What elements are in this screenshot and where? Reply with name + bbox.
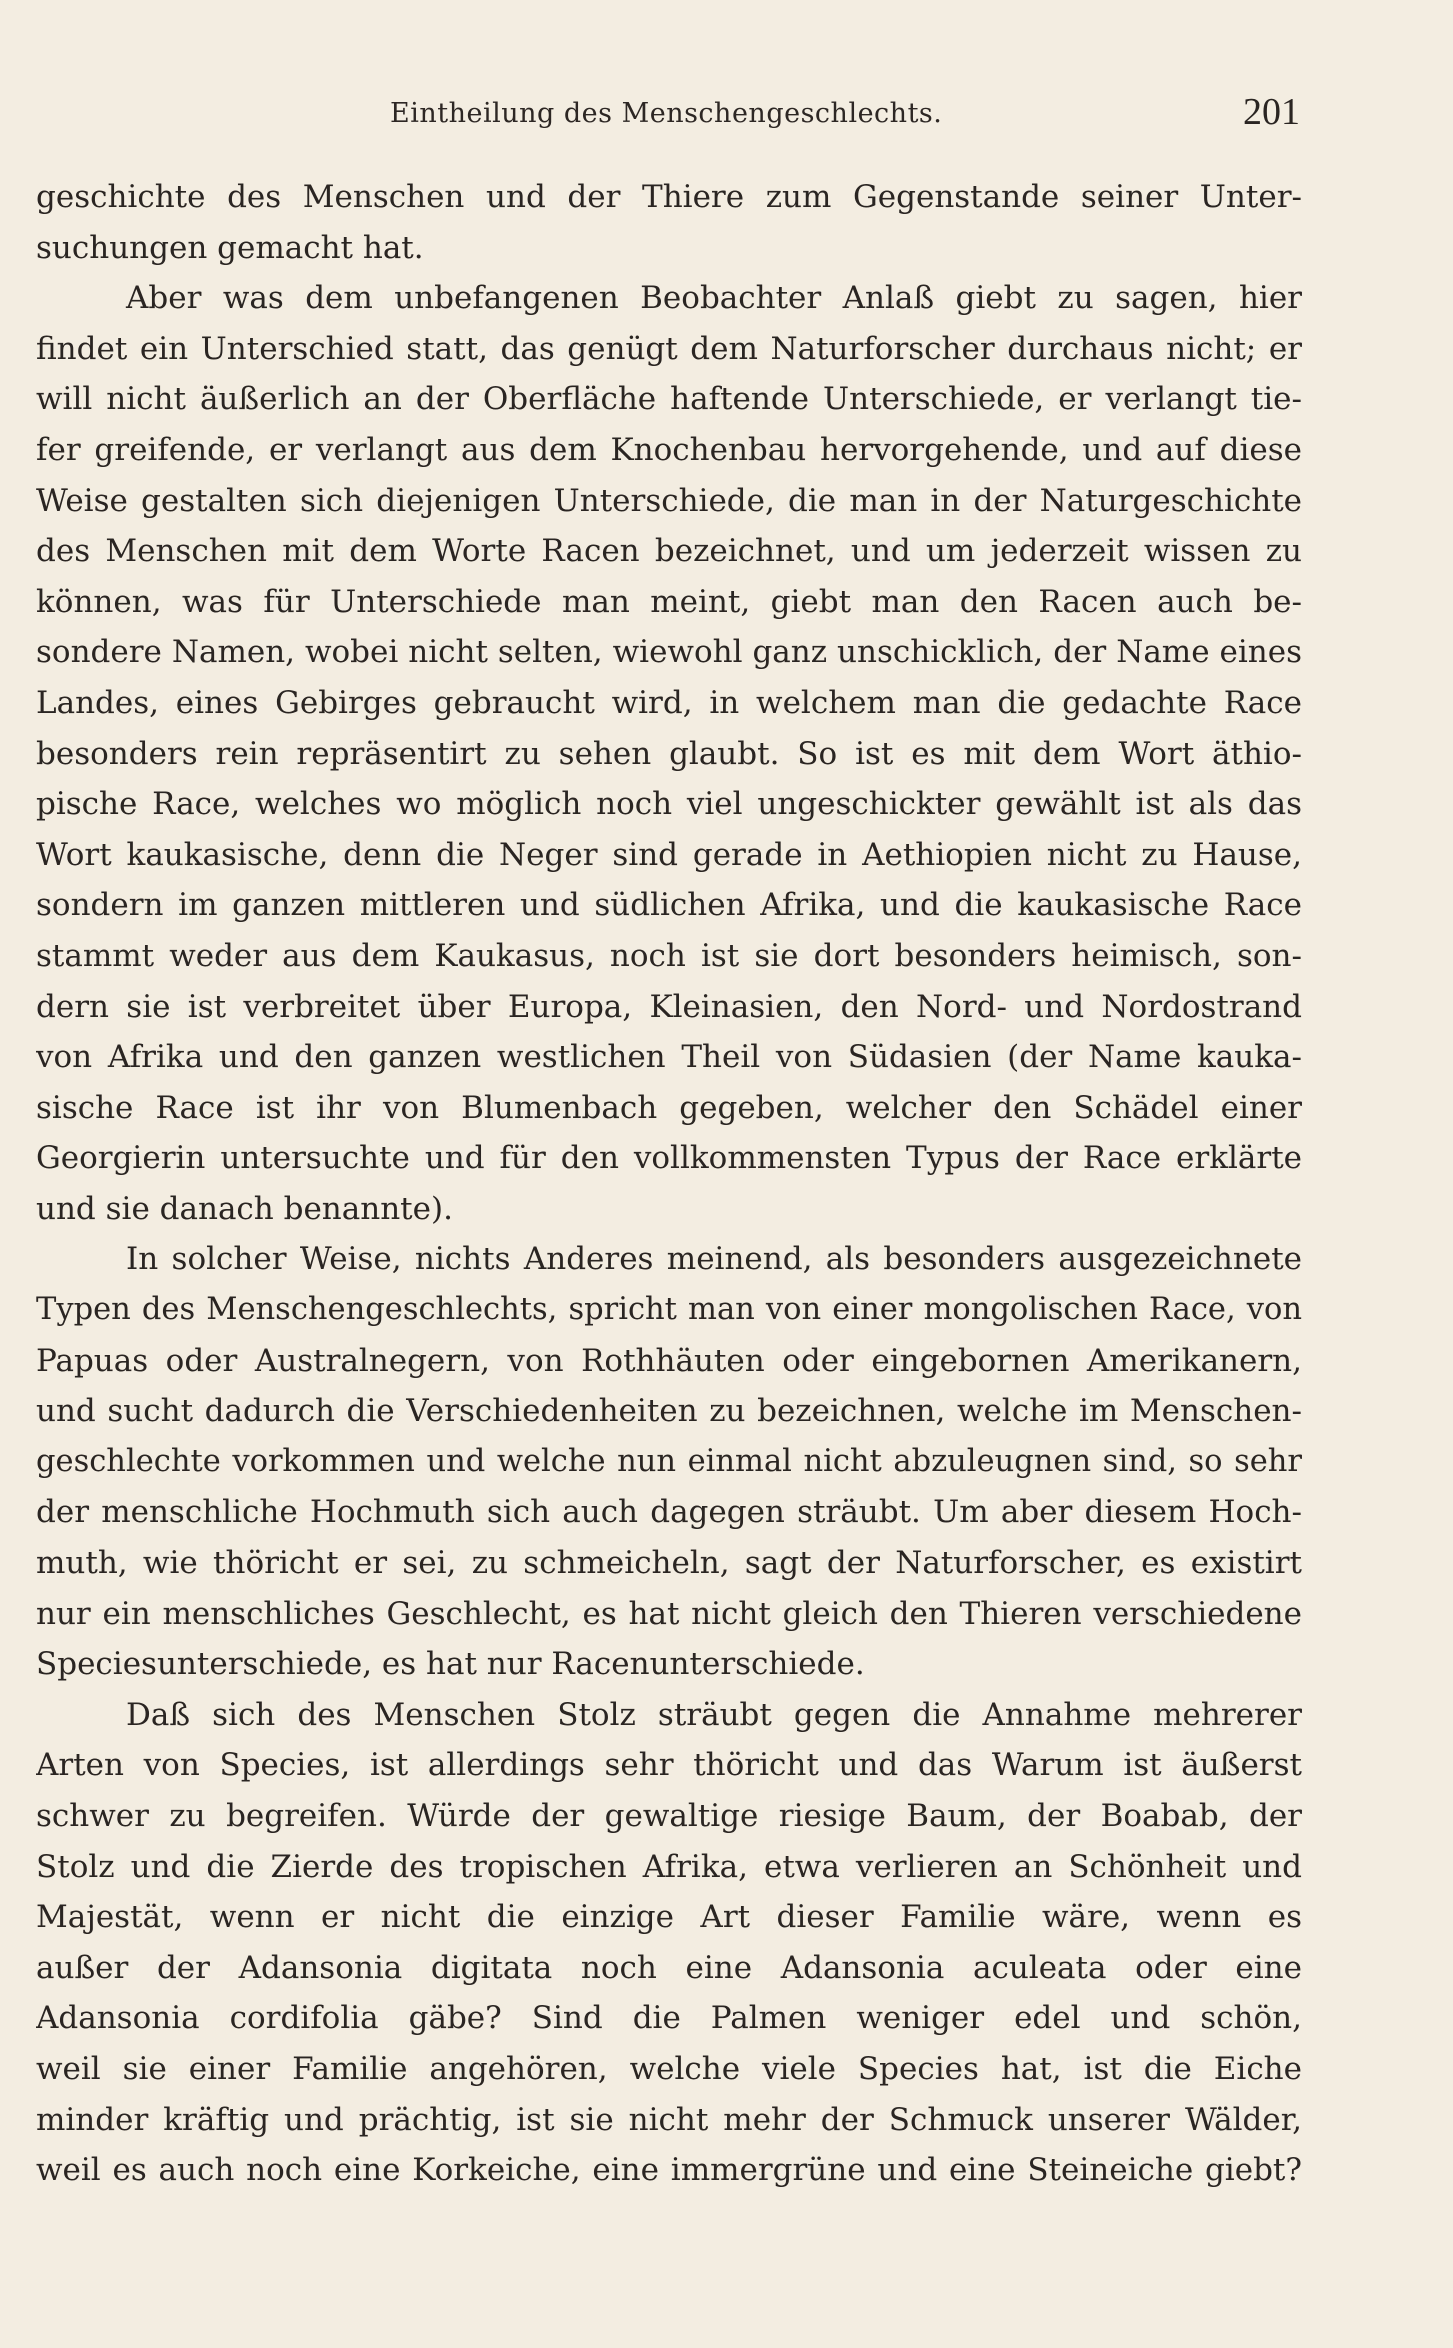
text-line: geschlechte vorkommen und welche nun einmal nicht abzuleugnen sind, so sehr [36, 1443, 1302, 1479]
text-line: suchungen gemacht hat. [36, 229, 424, 266]
text-line: sondern im ganzen mittleren und südlichen Afrika, und die kaukasische Race [36, 887, 1302, 924]
text-line: findet ein Unterschied statt, das genügt dem Naturforscher durchaus nicht; er [36, 330, 1302, 367]
text-line: der menschliche Hochmuth sich auch dagegen sträubt. Um aber diesem Hoch- [36, 1494, 1302, 1531]
text-line: fer greifende, er verlangt aus dem Knochenbau hervorgehende, und auf diese [36, 431, 1302, 468]
text-line: Georgierin untersuchte und für den vollkommensten Typus der Race erklärte [36, 1140, 1302, 1177]
text-line: muth, wie thöricht er sei, zu schmeicheln, sagt der Naturforscher, es existirt [36, 1545, 1302, 1582]
text-line: Majestät, wenn er nicht die einzige Art dieser Familie wäre, wenn es [36, 1899, 1302, 1936]
text-line: weil es auch noch eine Korkeiche, eine immergrüne und eine Steineiche giebt? [36, 2152, 1302, 2189]
text-line: In solcher Weise, nichts Anderes meinend, als besonders ausgezeichnete [126, 1241, 1302, 1278]
body-text [36, 172, 1302, 2196]
text-line: nur ein menschliches Geschlecht, es hat nicht gleich den Thieren verschiedene [36, 1595, 1302, 1632]
text-line: Daß sich des Menschen Stolz sträubt gegen die Annahme mehrerer [126, 1696, 1302, 1733]
text-line: Aber was dem unbefangenen Beobachter Anlaß giebt zu sagen, hier [126, 280, 1302, 317]
text-line: schwer zu begreifen. Würde der gewaltige riesige Baum, der Boabab, der [36, 1798, 1302, 1834]
page-header [40, 90, 1300, 140]
text-line: Arten von Species, ist allerdings sehr thöricht und das Warum ist äußerst [36, 1747, 1302, 1784]
text-line: sondere Namen, wobei nicht selten, wiewohl ganz unschicklich, der Name eines [36, 634, 1302, 671]
text-line: will nicht äußerlich an der Oberfläche haftende Unterschiede, er verlangt tie- [36, 381, 1302, 418]
text-line: Typen des Menschengeschlechts, spricht man von einer mongolischen Race, von [36, 1292, 1302, 1328]
text-line: sische Race ist ihr von Blumenbach gegeben, welcher den Schädel einer [36, 1089, 1302, 1126]
text-line: und sie danach benannte). [36, 1190, 453, 1227]
text-line: Papuas oder Australnegern, von Rothhäuten oder eingebornen Amerikanern, [36, 1342, 1302, 1379]
text-line: und sucht dadurch die Verschiedenheiten zu bezeichnen, welche im Menschen- [36, 1393, 1302, 1430]
page-number: 201 [1243, 91, 1300, 133]
text-line: dern sie ist verbreitet über Europa, Kleinasien, den Nord- und Nordostrand [36, 988, 1302, 1025]
text-line: geschichte des Menschen und der Thiere zum Gegenstande seiner Unter- [36, 179, 1302, 215]
text-line: Weise gestalten sich diejenigen Unterschiede, die man in der Naturgeschichte [36, 482, 1302, 519]
text-line: außer der Adansonia digitata noch eine Adansonia aculeata oder eine [36, 1949, 1302, 1986]
running-head: Eintheilung des Menschengeschlechts. [390, 98, 943, 129]
text-line: weil sie einer Familie angehören, welche viele Species hat, ist die Eiche [36, 2050, 1302, 2087]
text-line: minder kräftig und prächtig, ist sie nicht mehr der Schmuck unserer Wälder, [36, 2101, 1302, 2138]
text-line: Speciesunterschiede, es hat nur Racenunterschiede. [36, 1646, 865, 1683]
text-line: Stolz und die Zierde des tropischen Afrika, etwa verlieren an Schönheit und [36, 1848, 1302, 1885]
text-line: besonders rein repräsentirt zu sehen glaubt. So ist es mit dem Wort äthio- [36, 735, 1302, 772]
text-line: Landes, eines Gebirges gebraucht wird, in welchem man die gedachte Race [36, 684, 1302, 721]
text-line: stammt weder aus dem Kaukasus, noch ist sie dort besonders heimisch, son- [36, 937, 1302, 974]
text-line: können, was für Unterschiede man meint, giebt man den Racen auch be- [36, 583, 1302, 620]
text-line: des Menschen mit dem Worte Racen bezeichnet, und um jederzeit wissen zu [36, 533, 1302, 570]
text-line: pische Race, welches wo möglich noch viel ungeschickter gewählt ist als das [36, 786, 1302, 823]
text-line: Adansonia cordifolia gäbe? Sind die Palmen weniger edel und schön, [36, 2000, 1302, 2037]
text-line: Wort kaukasische, denn die Neger sind gerade in Aethiopien nicht zu Hause, [36, 836, 1302, 873]
text-line: von Afrika und den ganzen westlichen Theil von Südasien (der Name kauka- [36, 1039, 1302, 1076]
